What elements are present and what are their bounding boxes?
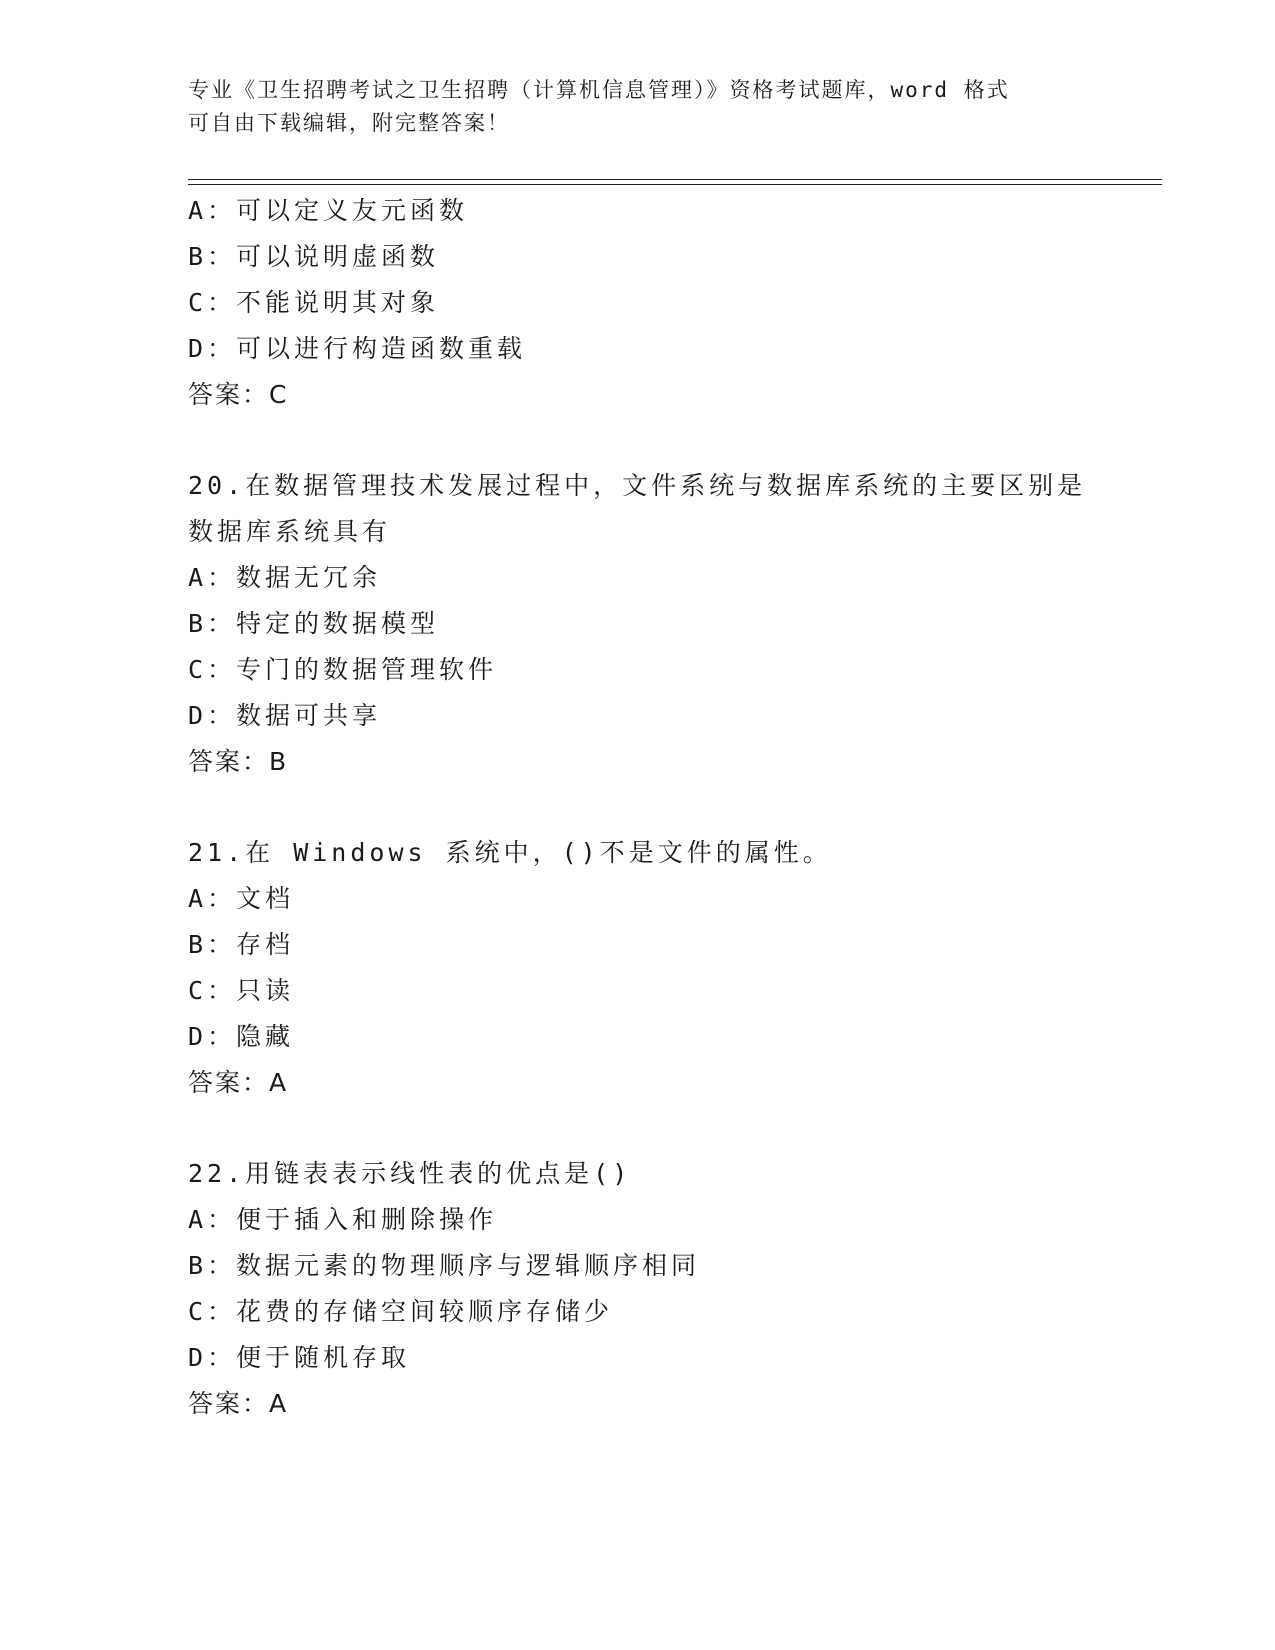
option-d: D：数据可共享: [188, 701, 382, 730]
option-d: D：隐藏: [188, 1022, 295, 1051]
header-divider: [188, 179, 1162, 185]
question-20: [188, 463, 1088, 785]
answer-line: 答案：A: [188, 1389, 289, 1418]
answer-line: 答案：C: [188, 380, 289, 409]
option-a: A：数据无冗余: [188, 563, 382, 592]
option-b: B：特定的数据模型: [188, 609, 440, 638]
answer-line: 答案：A: [188, 1068, 289, 1097]
option-c: C：不能说明其对象: [188, 288, 440, 317]
option-a: A：可以定义友元函数: [188, 196, 469, 225]
option-c: C：专门的数据管理软件: [188, 655, 498, 684]
question-stem: 21.在 Windows 系统中，()不是文件的属性。: [188, 838, 832, 867]
document-header: [188, 74, 1068, 140]
option-b: B：数据元素的物理顺序与逻辑顺序相同: [188, 1251, 701, 1280]
question-stem-continued: 数据库系统具有: [188, 517, 392, 546]
spacer: [188, 418, 1088, 463]
spacer: [188, 1106, 1088, 1151]
question-stem: 20.在数据管理技术发展过程中，文件系统与数据库系统的主要区别是: [188, 471, 1087, 500]
option-d: D：可以进行构造函数重载: [188, 334, 527, 363]
question-list: [188, 188, 1088, 1427]
question-21: [188, 830, 1088, 1106]
spacer: [188, 785, 1088, 830]
question-stem: 22.用链表表示线性表的优点是(): [188, 1159, 632, 1188]
option-b: B：可以说明虚函数: [188, 242, 440, 271]
option-d: D：便于随机存取: [188, 1343, 411, 1372]
option-a: A：文档: [188, 884, 295, 913]
option-a: A：便于插入和删除操作: [188, 1205, 498, 1234]
option-c: C：花费的存储空间较顺序存储少: [188, 1297, 614, 1326]
header-line-2: 可自由下载编辑，附完整答案！: [188, 111, 510, 135]
question-22: [188, 1151, 1088, 1427]
header-line-1: 专业《卫生招聘考试之卫生招聘（计算机信息管理）》资格考试题库，word 格式: [188, 78, 1010, 102]
answer-line: 答案：B: [188, 747, 289, 776]
option-c: C：只读: [188, 976, 295, 1005]
option-b: B：存档: [188, 930, 295, 959]
question-19: [188, 188, 1088, 418]
